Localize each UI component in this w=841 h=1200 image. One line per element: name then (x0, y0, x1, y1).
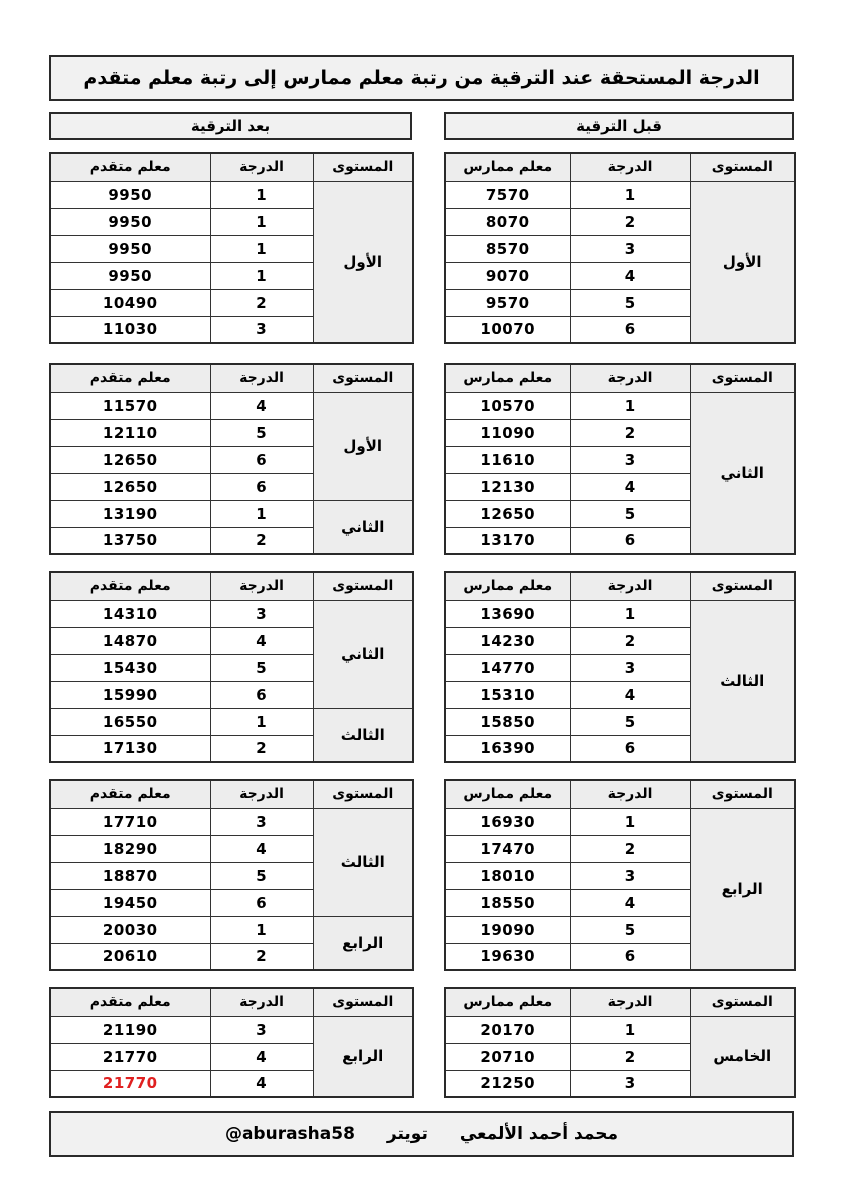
column-header-grade: الدرجة (570, 364, 690, 392)
salary-cell: 21770 (50, 1043, 210, 1070)
salary-cell: 19450 (50, 889, 210, 916)
table-row (50, 500, 413, 527)
table-row (50, 600, 413, 627)
level-cell: الأول (313, 392, 413, 500)
grade-cell: 2 (210, 943, 313, 970)
level-cell: الأول (690, 181, 795, 343)
salary-cell: 18010 (445, 862, 570, 889)
grade-cell: 2 (210, 289, 313, 316)
grade-cell: 2 (570, 1043, 690, 1070)
table-row (445, 600, 795, 627)
grade-cell: 4 (210, 1070, 313, 1097)
level-cell: الثاني (313, 500, 413, 554)
grade-cell: 5 (570, 708, 690, 735)
salary-cell: 11610 (445, 446, 570, 473)
grade-cell: 1 (570, 808, 690, 835)
salary-cell: 20030 (50, 916, 210, 943)
grade-cell: 5 (570, 500, 690, 527)
salary-cell: 15850 (445, 708, 570, 735)
grade-cell: 1 (570, 1016, 690, 1043)
salary-cell: 21770 (50, 1070, 210, 1097)
grade-cell: 3 (210, 600, 313, 627)
grade-cell: 3 (210, 808, 313, 835)
column-header-salary: معلم ممارس (445, 153, 570, 181)
footer (49, 1111, 794, 1157)
grade-cell: 6 (210, 681, 313, 708)
grade-cell: 1 (210, 500, 313, 527)
grade-cell: 3 (570, 235, 690, 262)
column-header-level: المستوى (690, 572, 795, 600)
column-header-grade: الدرجة (210, 364, 313, 392)
grade-cell: 1 (210, 708, 313, 735)
grade-cell: 6 (570, 943, 690, 970)
grade-cell: 3 (210, 1016, 313, 1043)
salary-cell: 10070 (445, 316, 570, 343)
grade-cell: 3 (570, 654, 690, 681)
grade-cell: 3 (570, 862, 690, 889)
grade-cell: 6 (210, 889, 313, 916)
after-table-4 (49, 779, 414, 971)
table-row (445, 808, 795, 835)
table-row (445, 392, 795, 419)
column-header-grade: الدرجة (570, 988, 690, 1016)
salary-cell: 18550 (445, 889, 570, 916)
grade-cell: 3 (210, 316, 313, 343)
table-row (445, 1016, 795, 1043)
column-header-level: المستوى (313, 364, 413, 392)
salary-cell: 17130 (50, 735, 210, 762)
column-header-level: المستوى (690, 780, 795, 808)
grade-cell: 5 (210, 862, 313, 889)
grade-cell: 6 (210, 473, 313, 500)
table-row (50, 916, 413, 943)
salary-cell: 21250 (445, 1070, 570, 1097)
salary-cell: 11570 (50, 392, 210, 419)
grade-cell: 6 (570, 316, 690, 343)
author-name: محمد أحمد الألمعي (459, 1124, 619, 1144)
salary-cell: 9950 (50, 208, 210, 235)
column-header-grade: الدرجة (570, 572, 690, 600)
salary-cell: 16930 (445, 808, 570, 835)
grade-cell: 1 (570, 392, 690, 419)
grade-cell: 3 (570, 1070, 690, 1097)
level-cell: الرابع (690, 808, 795, 970)
grade-cell: 1 (210, 262, 313, 289)
column-header-level: المستوى (690, 153, 795, 181)
table-row (50, 1016, 413, 1043)
column-header-grade: الدرجة (570, 780, 690, 808)
column-header-grade: الدرجة (210, 153, 313, 181)
column-header-level: المستوى (313, 988, 413, 1016)
grade-cell: 1 (570, 181, 690, 208)
level-cell: الثاني (313, 600, 413, 708)
salary-cell: 10570 (445, 392, 570, 419)
salary-cell: 12650 (50, 446, 210, 473)
salary-cell: 14230 (445, 627, 570, 654)
grade-cell: 6 (570, 735, 690, 762)
column-header-salary: معلم متقدم (50, 572, 210, 600)
salary-cell: 13690 (445, 600, 570, 627)
salary-cell: 12650 (445, 500, 570, 527)
grade-cell: 4 (210, 835, 313, 862)
column-header-grade: الدرجة (210, 780, 313, 808)
level-cell: الثالث (690, 600, 795, 762)
before-table-5 (444, 987, 796, 1098)
salary-cell: 7570 (445, 181, 570, 208)
salary-cell: 17470 (445, 835, 570, 862)
salary-cell: 19630 (445, 943, 570, 970)
column-header-salary: معلم ممارس (445, 572, 570, 600)
level-cell: الثالث (313, 708, 413, 762)
table-row (445, 181, 795, 208)
salary-cell: 16550 (50, 708, 210, 735)
before-table-2 (444, 363, 796, 555)
before-table-1 (444, 152, 796, 344)
grade-cell: 1 (570, 600, 690, 627)
level-cell: الأول (313, 181, 413, 343)
after-table-2 (49, 363, 414, 555)
grade-cell: 4 (570, 681, 690, 708)
salary-cell: 13170 (445, 527, 570, 554)
salary-cell: 20710 (445, 1043, 570, 1070)
after-promotion-header: بعد الترقية (49, 112, 412, 140)
table-row (50, 808, 413, 835)
column-header-salary: معلم متقدم (50, 988, 210, 1016)
grade-cell: 5 (570, 289, 690, 316)
table-row (50, 708, 413, 735)
salary-cell: 15990 (50, 681, 210, 708)
before-table-4 (444, 779, 796, 971)
column-header-grade: الدرجة (210, 572, 313, 600)
column-header-salary: معلم متقدم (50, 780, 210, 808)
grade-cell: 1 (210, 208, 313, 235)
salary-cell: 16390 (445, 735, 570, 762)
before-promotion-header: قبل الترقية (444, 112, 794, 140)
after-table-3 (49, 571, 414, 763)
grade-cell: 2 (210, 527, 313, 554)
column-header-salary: معلم ممارس (445, 780, 570, 808)
grade-cell: 4 (210, 392, 313, 419)
column-header-salary: معلم متقدم (50, 364, 210, 392)
level-cell: الرابع (313, 1016, 413, 1097)
salary-cell: 9950 (50, 181, 210, 208)
salary-cell: 12110 (50, 419, 210, 446)
grade-cell: 1 (210, 181, 313, 208)
salary-cell: 9950 (50, 262, 210, 289)
salary-cell: 9570 (445, 289, 570, 316)
salary-cell: 18290 (50, 835, 210, 862)
salary-cell: 8570 (445, 235, 570, 262)
column-header-salary: معلم متقدم (50, 153, 210, 181)
grade-cell: 2 (570, 208, 690, 235)
grade-cell: 5 (210, 419, 313, 446)
salary-cell: 12650 (50, 473, 210, 500)
grade-cell: 2 (570, 419, 690, 446)
grade-cell: 4 (570, 889, 690, 916)
page-title: الدرجة المستحقة عند الترقية من رتبة معلم ممارس إلى رتبة معلم متقدم (49, 55, 794, 101)
salary-cell: 14770 (445, 654, 570, 681)
column-header-grade: الدرجة (570, 153, 690, 181)
grade-cell: 4 (570, 262, 690, 289)
level-cell: الثاني (690, 392, 795, 554)
column-header-salary: معلم ممارس (445, 988, 570, 1016)
grade-cell: 2 (210, 735, 313, 762)
salary-cell: 9070 (445, 262, 570, 289)
twitter-handle: @aburasha58 (224, 1124, 355, 1144)
before-table-3 (444, 571, 796, 763)
salary-cell: 17710 (50, 808, 210, 835)
level-cell: الثالث (313, 808, 413, 916)
salary-cell: 14870 (50, 627, 210, 654)
salary-cell: 15430 (50, 654, 210, 681)
salary-cell: 10490 (50, 289, 210, 316)
after-table-5 (49, 987, 414, 1098)
grade-cell: 5 (570, 916, 690, 943)
salary-cell: 11090 (445, 419, 570, 446)
salary-cell: 21190 (50, 1016, 210, 1043)
column-header-level: المستوى (690, 988, 795, 1016)
salary-cell: 15310 (445, 681, 570, 708)
salary-cell: 13190 (50, 500, 210, 527)
salary-cell: 20610 (50, 943, 210, 970)
salary-cell: 20170 (445, 1016, 570, 1043)
grade-cell: 2 (570, 835, 690, 862)
table-row (50, 181, 413, 208)
level-cell: الرابع (313, 916, 413, 970)
salary-cell: 9950 (50, 235, 210, 262)
salary-cell: 12130 (445, 473, 570, 500)
twitter-label: تويتر (386, 1124, 428, 1144)
column-header-grade: الدرجة (210, 988, 313, 1016)
grade-cell: 2 (570, 627, 690, 654)
table-row (50, 392, 413, 419)
column-header-level: المستوى (313, 780, 413, 808)
grade-cell: 1 (210, 916, 313, 943)
grade-cell: 1 (210, 235, 313, 262)
grade-cell: 4 (570, 473, 690, 500)
salary-cell: 8070 (445, 208, 570, 235)
salary-cell: 19090 (445, 916, 570, 943)
grade-cell: 4 (210, 627, 313, 654)
column-header-salary: معلم ممارس (445, 364, 570, 392)
grade-cell: 5 (210, 654, 313, 681)
grade-cell: 6 (210, 446, 313, 473)
salary-cell: 13750 (50, 527, 210, 554)
grade-cell: 6 (570, 527, 690, 554)
column-header-level: المستوى (313, 153, 413, 181)
grade-cell: 3 (570, 446, 690, 473)
grade-cell: 4 (210, 1043, 313, 1070)
after-table-1 (49, 152, 414, 344)
level-cell: الخامس (690, 1016, 795, 1097)
column-header-level: المستوى (313, 572, 413, 600)
salary-cell: 11030 (50, 316, 210, 343)
column-header-level: المستوى (690, 364, 795, 392)
salary-cell: 18870 (50, 862, 210, 889)
salary-cell: 14310 (50, 600, 210, 627)
